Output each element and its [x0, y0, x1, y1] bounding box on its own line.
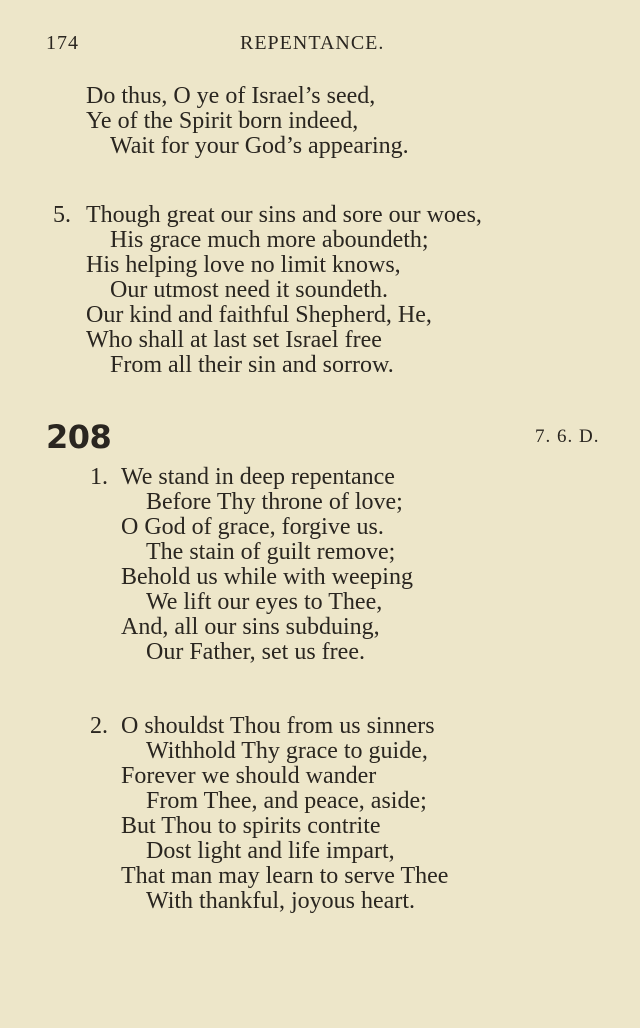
stanza-line: Who shall at last set Israel free	[86, 327, 382, 353]
stanza-line: Our kind and faithful Shepherd, He,	[86, 302, 432, 328]
page-number: 174	[46, 32, 79, 54]
stanza-line: We stand in deep repentance	[121, 464, 395, 490]
stanza-line: Our Father, set us free.	[146, 639, 365, 665]
stanza-line: His grace much more aboundeth;	[110, 227, 429, 253]
section-title: REPENTANCE.	[240, 32, 385, 54]
stanza-line: O shouldst Thou from us sinners	[121, 713, 435, 739]
stanza-line: Our utmost need it soundeth.	[110, 277, 388, 303]
stanza-line: Withhold Thy grace to guide,	[146, 738, 428, 764]
stanza-line: Forever we should wander	[121, 763, 377, 789]
hymn-number: 208	[46, 418, 112, 456]
stanza-number: 5.	[53, 202, 71, 228]
stanza-line: Behold us while with weeping	[121, 564, 413, 590]
stanza-line: Wait for your God’s appearing.	[110, 133, 409, 159]
stanza-line: We lift our eyes to Thee,	[146, 589, 383, 615]
stanza-line: Do thus, O ye of Israel’s seed,	[86, 83, 376, 109]
stanza-line: With thankful, joyous heart.	[146, 888, 415, 914]
stanza-line: Dost light and life impart,	[146, 838, 395, 864]
stanza-line: And, all our sins subduing,	[121, 614, 380, 640]
stanza-line: But Thou to spirits contrite	[121, 813, 381, 839]
stanza-line: Though great our sins and sore our woes,	[86, 202, 482, 228]
stanza-line: The stain of guilt remove;	[146, 539, 396, 565]
stanza-number: 1.	[90, 464, 108, 490]
stanza-line: Ye of the Spirit born indeed,	[86, 108, 359, 134]
hymn-meter: 7. 6. D.	[535, 426, 600, 447]
stanza-line: That man may learn to serve Thee	[121, 863, 449, 889]
stanza-line: O God of grace, forgive us.	[121, 514, 384, 540]
stanza-line: From Thee, and peace, aside;	[146, 788, 427, 814]
stanza-line: His helping love no limit knows,	[86, 252, 401, 278]
stanza-line: From all their sin and sorrow.	[110, 352, 394, 378]
stanza-line: Before Thy throne of love;	[146, 489, 403, 515]
stanza-number: 2.	[90, 713, 108, 739]
